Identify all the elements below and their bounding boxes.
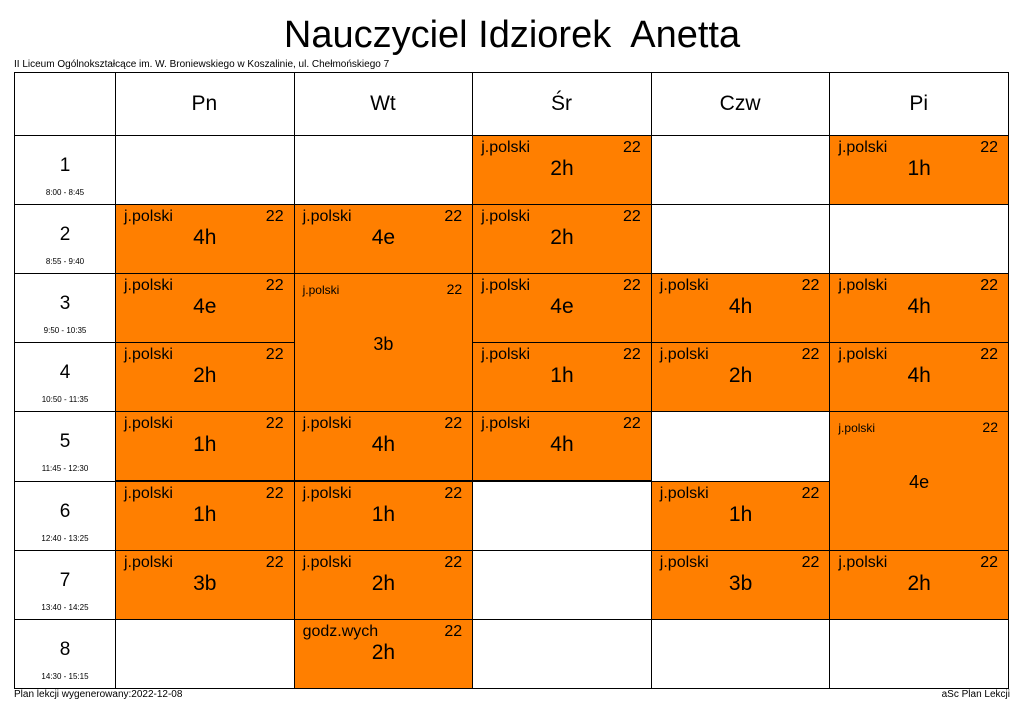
lesson-cell[interactable] (473, 274, 651, 342)
lesson-room: 22 (444, 415, 463, 433)
lesson-subject: j.polski (302, 415, 352, 433)
lesson-subject: j.polski (659, 277, 709, 295)
lesson-cell[interactable] (652, 482, 830, 550)
day-header: Czw (719, 92, 761, 115)
period-header (15, 411, 115, 480)
period-header (15, 204, 115, 273)
period-header (15, 273, 115, 342)
period-time: 14:30 - 15:15 (41, 671, 89, 681)
lesson-class: 1h (728, 502, 753, 526)
period-header (15, 550, 115, 619)
lesson-room: 22 (444, 208, 463, 226)
lesson-subject: j.polski (838, 421, 876, 436)
lesson-cell[interactable] (830, 136, 1008, 204)
lesson-subject: j.polski (838, 139, 888, 156)
lesson-room: 22 (446, 281, 463, 298)
lesson-subject: j.polski (302, 484, 352, 502)
period-number: 7 (59, 569, 71, 591)
lesson-room: 22 (265, 208, 284, 226)
lesson-cell[interactable] (830, 551, 1008, 619)
period-time: 10:50 - 11:35 (41, 395, 89, 405)
lesson-class: 4h (193, 226, 217, 250)
lesson-subject: j.polski (481, 346, 531, 364)
lesson-subject: j.polski (659, 484, 709, 502)
lesson-class: 3b (193, 571, 217, 595)
lesson-room: 22 (982, 419, 998, 436)
lesson-room: 22 (801, 277, 820, 295)
lesson-class: 2h (550, 226, 574, 250)
lesson-room: 22 (444, 622, 463, 640)
lesson-class: 1h (550, 364, 574, 388)
lesson-cell[interactable] (295, 551, 473, 619)
period-number: 4 (59, 362, 71, 384)
lesson-room: 22 (622, 139, 641, 156)
period-header (15, 342, 115, 411)
page-title: Nauczyciel Idziorek Anetta (283, 14, 741, 56)
period-time: 13:40 - 14:25 (41, 602, 89, 612)
lesson-class: 3b (373, 334, 394, 355)
lesson-class: 2h (907, 571, 931, 595)
period-header (15, 481, 115, 550)
period-header (15, 135, 115, 204)
lesson-class: 1h (907, 157, 931, 180)
lesson-class: 4h (907, 295, 931, 319)
lesson-cell[interactable] (830, 412, 1008, 549)
lesson-cell[interactable] (295, 412, 473, 480)
lesson-subject: j.polski (481, 208, 531, 226)
timetable-grid (14, 72, 1009, 689)
lesson-cell[interactable] (473, 343, 651, 411)
lesson-subject: j.polski (124, 553, 173, 571)
lesson-room: 22 (265, 484, 284, 502)
lesson-room: 22 (265, 553, 284, 571)
lesson-cell[interactable] (652, 343, 830, 411)
lesson-subject: j.polski (481, 139, 531, 156)
period-number: 2 (59, 224, 71, 246)
lesson-class: 4e (193, 295, 217, 319)
lesson-class: 2h (550, 157, 574, 180)
period-number: 6 (59, 500, 71, 522)
lesson-subject: j.polski (302, 283, 340, 298)
lesson-room: 22 (980, 277, 998, 295)
lesson-room: 22 (801, 553, 820, 571)
lesson-cell[interactable] (652, 551, 830, 619)
lesson-room: 22 (622, 346, 641, 364)
lesson-class: 4h (907, 364, 931, 388)
lesson-room: 22 (622, 415, 641, 433)
lesson-class: 1h (193, 502, 217, 526)
lesson-cell[interactable] (830, 343, 1008, 411)
lesson-room: 22 (980, 553, 998, 571)
app-name: aSc Plan Lekcji (941, 689, 1010, 700)
lesson-class: 2h (193, 364, 217, 388)
period-time: 12:40 - 13:25 (41, 533, 89, 543)
day-header: Pn (191, 92, 218, 115)
period-header (15, 619, 115, 688)
generated-date: Plan lekcji wygenerowany:2022-12-08 (14, 689, 183, 700)
lesson-cell[interactable] (295, 620, 473, 688)
lesson-room: 22 (801, 484, 820, 502)
lesson-subject: j.polski (302, 553, 352, 571)
lesson-subject: j.polski (481, 415, 531, 433)
period-number: 8 (59, 638, 71, 660)
school-name: II Liceum Ogólnokształcące im. W. Broniewskiego w Koszalinie, ul. Chełmońskiego 7 (14, 59, 390, 70)
grid-line (15, 619, 1008, 620)
lesson-room: 22 (444, 553, 463, 571)
lesson-class: 2h (728, 364, 753, 388)
lesson-room: 22 (444, 484, 463, 502)
lesson-subject: j.polski (659, 346, 709, 364)
lesson-cell[interactable] (473, 412, 651, 480)
lesson-class: 4h (371, 433, 396, 457)
lesson-room: 22 (622, 277, 641, 295)
lesson-subject: j.polski (659, 553, 709, 571)
lesson-cell[interactable] (295, 205, 473, 273)
lesson-subject: j.polski (302, 208, 352, 226)
lesson-room: 22 (265, 415, 284, 433)
lesson-room: 22 (622, 208, 641, 226)
lesson-subject: j.polski (124, 415, 173, 433)
day-header: Śr (550, 92, 572, 115)
lesson-cell[interactable] (473, 136, 651, 204)
lesson-class: 2h (371, 571, 396, 595)
period-time: 8:00 - 8:45 (45, 188, 85, 197)
period-time: 11:45 - 12:30 (41, 464, 89, 474)
lesson-room: 22 (980, 139, 998, 156)
lesson-subject: j.polski (838, 277, 888, 295)
lesson-subject: j.polski (838, 346, 888, 364)
lesson-class: 1h (193, 433, 217, 457)
lesson-cell[interactable] (116, 551, 294, 619)
lesson-room: 22 (265, 346, 284, 364)
lesson-subject: j.polski (124, 277, 173, 295)
lesson-cell[interactable] (295, 274, 473, 411)
period-time: 9:50 - 10:35 (43, 326, 87, 336)
lesson-class: 3b (728, 571, 753, 595)
lesson-class: 4e (909, 472, 930, 493)
lesson-cell[interactable] (116, 205, 294, 273)
lesson-cell[interactable] (116, 412, 294, 480)
lesson-room: 22 (980, 346, 998, 364)
lesson-subject: j.polski (838, 553, 888, 571)
period-number: 1 (59, 155, 71, 176)
lesson-room: 22 (265, 277, 284, 295)
lesson-cell[interactable] (652, 274, 830, 342)
day-header: Wt (370, 92, 396, 115)
lesson-cell[interactable] (295, 482, 473, 550)
lesson-room: 22 (801, 346, 820, 364)
lesson-cell[interactable] (473, 205, 651, 273)
lesson-subject: j.polski (124, 484, 173, 502)
lesson-class: 1h (371, 502, 396, 526)
lesson-cell[interactable] (116, 274, 294, 342)
lesson-class: 4h (550, 433, 574, 457)
day-header: Pi (909, 92, 929, 115)
lesson-subject: j.polski (481, 277, 531, 295)
lesson-subject: j.polski (124, 208, 173, 226)
lesson-class: 4h (728, 295, 753, 319)
lesson-cell[interactable] (116, 482, 294, 550)
lesson-class: 2h (371, 640, 396, 664)
period-number: 3 (59, 293, 71, 315)
period-number: 5 (59, 431, 71, 453)
lesson-subject: godz.wych (302, 622, 379, 640)
lesson-class: 4e (371, 226, 396, 250)
lesson-subject: j.polski (124, 346, 173, 364)
lesson-class: 4e (550, 295, 574, 319)
lesson-cell[interactable] (116, 343, 294, 411)
period-time: 8:55 - 9:40 (45, 257, 85, 267)
lesson-cell[interactable] (830, 274, 1008, 342)
